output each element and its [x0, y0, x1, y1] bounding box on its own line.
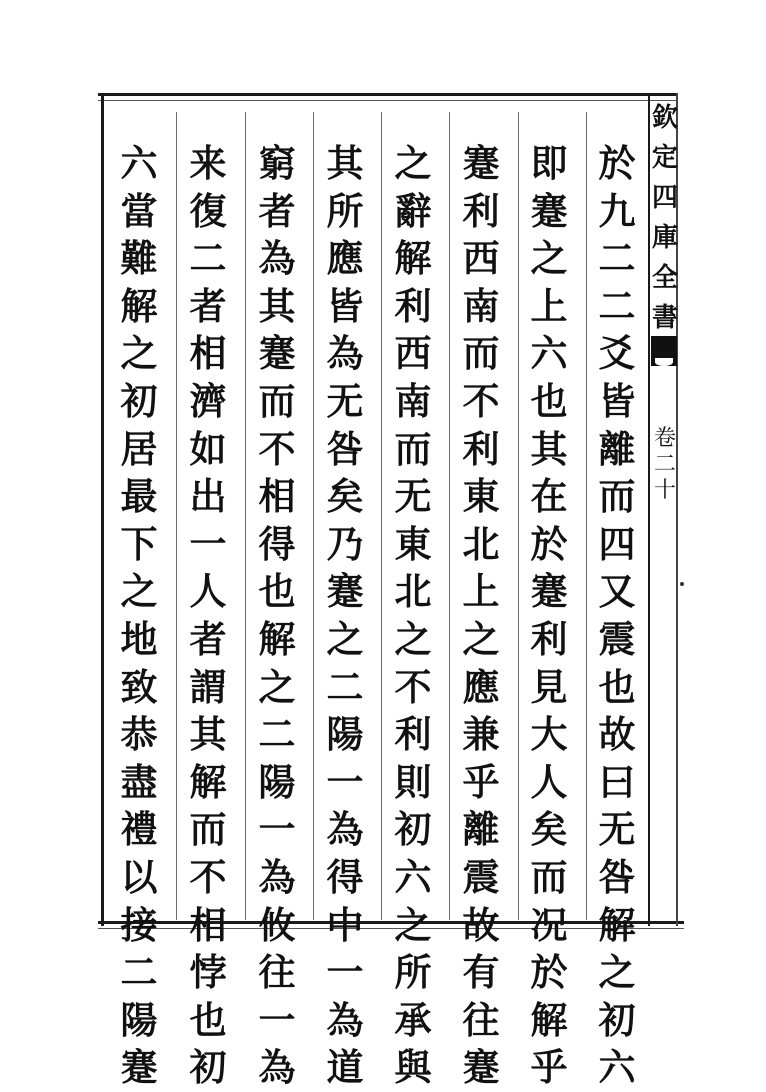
column-divider [449, 112, 450, 920]
glyph: 得 [326, 854, 364, 899]
glyph: 解 [598, 902, 636, 947]
glyph: 之 [462, 616, 500, 661]
glyph: 悖 [189, 950, 227, 995]
glyph: 无 [598, 807, 636, 852]
glyph: 於 [598, 141, 636, 185]
glyph: 之 [120, 569, 158, 614]
glyph: 蹇 [462, 1045, 500, 1090]
glyph: 无 [394, 474, 432, 519]
glyph: 皆 [598, 378, 636, 423]
glyph: 也 [189, 997, 227, 1042]
glyph: 中 [326, 902, 364, 947]
glyph: 二 [258, 712, 296, 757]
glyph: 庫 [652, 223, 679, 253]
glyph: 為 [326, 807, 364, 852]
glyph: 西 [462, 236, 500, 281]
glyph: 所 [326, 188, 364, 233]
glyph: 况 [530, 902, 568, 947]
glyph: 者 [189, 283, 227, 328]
glyph: 卷 [653, 426, 676, 451]
glyph: 陽 [326, 712, 364, 757]
glyph: 南 [462, 283, 500, 328]
glyph: 不 [189, 854, 227, 899]
glyph: 承 [394, 997, 432, 1042]
glyph: 震 [462, 854, 500, 899]
glyph: 見 [530, 664, 568, 709]
glyph: 兼 [462, 712, 500, 757]
glyph: 西 [394, 331, 432, 376]
glyph: 盡 [120, 759, 158, 804]
glyph: 之 [394, 141, 432, 185]
text-column-6 [250, 140, 304, 1092]
glyph: 不 [258, 426, 296, 471]
glyph: 離 [462, 807, 500, 852]
top-border [98, 93, 678, 96]
glyph: 四 [598, 521, 636, 566]
glyph: 矣 [530, 807, 568, 852]
glyph: 下 [120, 521, 158, 566]
glyph: 謂 [189, 664, 227, 709]
glyph: 復 [189, 188, 227, 233]
glyph: 地 [120, 616, 158, 661]
glyph: 所 [394, 950, 432, 995]
glyph: 往 [462, 997, 500, 1042]
glyph: 一 [189, 521, 227, 566]
glyph: 相 [189, 902, 227, 947]
glyph: 解 [394, 236, 432, 281]
right-border [648, 93, 650, 926]
glyph: 二 [189, 236, 227, 281]
glyph: 出 [189, 474, 227, 519]
column-divider [518, 112, 519, 920]
margin-book-title [653, 98, 677, 338]
glyph: 大 [530, 712, 568, 757]
text-column-4 [386, 140, 440, 1092]
glyph: 咎 [598, 854, 636, 899]
glyph: 書 [652, 303, 679, 333]
glyph: 離 [598, 426, 636, 471]
glyph: 利 [394, 283, 432, 328]
glyph: 利 [462, 426, 500, 471]
glyph: 全 [652, 263, 679, 293]
glyph: 相 [189, 331, 227, 376]
glyph: 其 [189, 712, 227, 757]
glyph: 當 [120, 188, 158, 233]
glyph: 来 [189, 141, 227, 185]
glyph: 之 [598, 950, 636, 995]
glyph: 乎 [530, 1045, 568, 1090]
glyph: 解 [120, 283, 158, 328]
fish-tail-mark [651, 336, 677, 366]
glyph: 而 [598, 474, 636, 519]
glyph: 致 [120, 664, 158, 709]
glyph: 其 [530, 426, 568, 471]
glyph: 而 [394, 426, 432, 471]
column-divider [586, 112, 587, 920]
glyph: 陽 [258, 759, 296, 804]
glyph: 恭 [120, 712, 158, 757]
glyph: 東 [462, 474, 500, 519]
glyph: 其 [258, 283, 296, 328]
glyph: 之 [326, 616, 364, 661]
glyph: 辭 [394, 188, 432, 233]
text-column-5 [318, 140, 372, 1092]
glyph: 欽 [652, 103, 679, 133]
glyph: 皆 [326, 283, 364, 328]
glyph: 六 [598, 1045, 636, 1090]
column-divider [245, 112, 246, 920]
glyph: 為 [258, 1045, 296, 1090]
glyph: 往 [258, 950, 296, 995]
glyph: 蹇 [120, 1045, 158, 1090]
glyph: 初 [598, 997, 636, 1042]
glyph: 蹇 [530, 188, 568, 233]
glyph: 六 [530, 331, 568, 376]
glyph: 之 [394, 616, 432, 661]
glyph: 六 [120, 141, 158, 185]
glyph: 者 [189, 616, 227, 661]
glyph: 之 [120, 331, 158, 376]
glyph: 二 [598, 283, 636, 328]
glyph: 為 [258, 236, 296, 281]
glyph: 二 [598, 236, 636, 281]
glyph: 不 [394, 664, 432, 709]
glyph: 居 [120, 426, 158, 471]
glyph: 北 [462, 521, 500, 566]
glyph: 最 [120, 474, 158, 519]
glyph: 以 [120, 854, 158, 899]
glyph: 上 [462, 569, 500, 614]
glyph: 在 [530, 474, 568, 519]
glyph: 蹇 [258, 331, 296, 376]
glyph: 故 [598, 712, 636, 757]
glyph: 而 [462, 331, 500, 376]
glyph: 震 [598, 616, 636, 661]
top-border-inner [98, 100, 678, 101]
glyph: 初 [394, 807, 432, 852]
glyph: 之 [530, 236, 568, 281]
glyph: 東 [394, 521, 432, 566]
glyph: 也 [598, 664, 636, 709]
glyph: 即 [530, 141, 568, 185]
glyph: 應 [326, 236, 364, 281]
glyph: 曰 [598, 759, 636, 804]
glyph: 而 [189, 807, 227, 852]
glyph: 一 [258, 997, 296, 1042]
glyph: 解 [189, 759, 227, 804]
glyph: 而 [258, 378, 296, 423]
glyph: 蹇 [462, 141, 500, 185]
glyph: 窮 [258, 141, 296, 185]
margin-volume-number [653, 426, 677, 504]
glyph: 乃 [326, 521, 364, 566]
glyph: 人 [189, 569, 227, 614]
glyph: 利 [530, 616, 568, 661]
glyph: 而 [530, 854, 568, 899]
glyph: 又 [598, 569, 636, 614]
glyph: 北 [394, 569, 432, 614]
glyph: 陽 [120, 997, 158, 1042]
glyph: 為 [258, 854, 296, 899]
glyph: 不 [462, 378, 500, 423]
glyph: 於 [530, 950, 568, 995]
glyph: 上 [530, 283, 568, 328]
glyph: 於 [530, 521, 568, 566]
glyph: 也 [258, 569, 296, 614]
text-column-7 [181, 140, 235, 1092]
glyph: 十 [653, 478, 676, 503]
glyph: 有 [462, 950, 500, 995]
glyph: 初 [189, 1045, 227, 1090]
glyph: 與 [394, 1045, 432, 1090]
glyph: 其 [326, 141, 364, 185]
text-column-2 [522, 140, 576, 1092]
text-column-8 [112, 140, 166, 1092]
glyph: 為 [326, 331, 364, 376]
glyph: 一 [258, 807, 296, 852]
glyph: 故 [462, 902, 500, 947]
glyph: 爻 [598, 331, 636, 376]
glyph: 蹇 [530, 569, 568, 614]
glyph: 得 [258, 521, 296, 566]
glyph: 解 [258, 616, 296, 661]
glyph: 接 [120, 902, 158, 947]
glyph: 利 [462, 188, 500, 233]
glyph: 如 [189, 426, 227, 471]
column-divider [176, 112, 177, 920]
glyph: 二 [326, 664, 364, 709]
left-border [101, 93, 104, 926]
ink-speck [680, 582, 684, 586]
glyph: 二 [120, 950, 158, 995]
glyph: 六 [394, 854, 432, 899]
column-divider [313, 112, 314, 920]
glyph: 之 [394, 902, 432, 947]
glyph: 无 [326, 378, 364, 423]
glyph: 道 [326, 1045, 364, 1090]
glyph: 解 [530, 997, 568, 1042]
glyph: 初 [120, 378, 158, 423]
glyph: 二 [653, 452, 676, 477]
glyph: 矣 [326, 474, 364, 519]
glyph: 利 [394, 712, 432, 757]
glyph: 定 [652, 143, 679, 173]
column-divider [381, 112, 382, 920]
glyph: 一 [326, 950, 364, 995]
text-column-1 [590, 140, 644, 1092]
glyph: 難 [120, 236, 158, 281]
glyph: 相 [258, 474, 296, 519]
glyph: 禮 [120, 807, 158, 852]
glyph: 乎 [462, 759, 500, 804]
glyph: 應 [462, 664, 500, 709]
glyph: 人 [530, 759, 568, 804]
glyph: 攸 [258, 902, 296, 947]
glyph: 南 [394, 378, 432, 423]
glyph: 者 [258, 188, 296, 233]
glyph: 蹇 [326, 569, 364, 614]
glyph: 濟 [189, 378, 227, 423]
text-column-3 [454, 140, 508, 1092]
glyph: 咎 [326, 426, 364, 471]
glyph: 也 [530, 378, 568, 423]
glyph: 則 [394, 759, 432, 804]
glyph: 九 [598, 188, 636, 233]
glyph: 一 [326, 759, 364, 804]
glyph: 四 [652, 183, 679, 213]
glyph: 之 [258, 664, 296, 709]
glyph: 為 [326, 997, 364, 1042]
